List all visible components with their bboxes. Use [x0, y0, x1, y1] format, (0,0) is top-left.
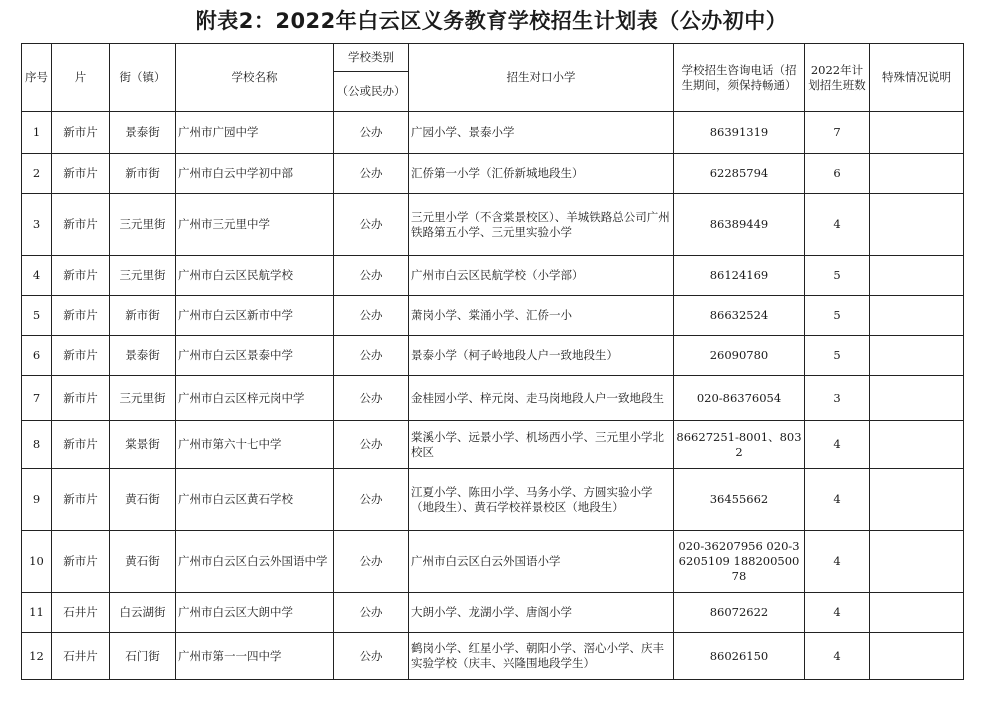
cell-phone: 86627251-8001、8032: [674, 421, 805, 469]
cell-area: 新市片: [52, 112, 110, 154]
table-body: [22, 112, 964, 680]
table-row: [22, 154, 964, 194]
cell-seq: 3: [22, 194, 52, 256]
cell-phone: 86124169: [674, 256, 805, 296]
cell-street: 白云湖街: [110, 593, 176, 633]
cell-notes: [870, 112, 964, 154]
table-row: [22, 421, 964, 469]
cell-phone: 86026150: [674, 633, 805, 680]
header-school-name: 学校名称: [176, 44, 334, 112]
cell-planned-classes: 5: [805, 296, 870, 336]
header-planned-classes: 2022年计划招生班数: [805, 44, 870, 112]
cell-primary-schools: 广州市白云区民航学校（小学部）: [409, 256, 674, 296]
cell-planned-classes: 4: [805, 633, 870, 680]
cell-primary-schools: 三元里小学（不含棠景校区）、羊城铁路总公司广州铁路第五小学、三元里实验小学: [409, 194, 674, 256]
header-school-type-sub: （公或民办）: [334, 72, 409, 112]
cell-school-name: 广州市第一一四中学: [176, 633, 334, 680]
cell-seq: 1: [22, 112, 52, 154]
cell-school-type: 公办: [334, 296, 409, 336]
table-row: [22, 376, 964, 421]
cell-street: 三元里街: [110, 376, 176, 421]
cell-notes: [870, 421, 964, 469]
cell-phone: 36455662: [674, 469, 805, 531]
cell-notes: [870, 531, 964, 593]
cell-notes: [870, 194, 964, 256]
cell-seq: 8: [22, 421, 52, 469]
cell-planned-classes: 4: [805, 593, 870, 633]
cell-phone: 86391319: [674, 112, 805, 154]
cell-street: 景泰街: [110, 112, 176, 154]
cell-school-type: 公办: [334, 194, 409, 256]
cell-area: 新市片: [52, 421, 110, 469]
cell-phone: 86632524: [674, 296, 805, 336]
cell-phone: 020-36207956 020-36205109 18820050078: [674, 531, 805, 593]
cell-area: 新市片: [52, 469, 110, 531]
cell-primary-schools: 萧岗小学、棠涌小学、汇侨一小: [409, 296, 674, 336]
cell-phone: 020-86376054: [674, 376, 805, 421]
cell-seq: 5: [22, 296, 52, 336]
cell-seq: 10: [22, 531, 52, 593]
table-header: [22, 44, 964, 112]
cell-street: 黄石街: [110, 531, 176, 593]
table-row: [22, 531, 964, 593]
cell-street: 棠景街: [110, 421, 176, 469]
cell-primary-schools: 广园小学、景泰小学: [409, 112, 674, 154]
cell-area: 新市片: [52, 296, 110, 336]
table-row: [22, 112, 964, 154]
page-title: 附表2：2022年白云区义务教育学校招生计划表（公办初中）: [195, 9, 788, 33]
cell-school-type: 公办: [334, 531, 409, 593]
header-street: 街（镇）: [110, 44, 176, 112]
cell-school-name: 广州市白云区大朗中学: [176, 593, 334, 633]
cell-phone: 86389449: [674, 194, 805, 256]
table-row: [22, 296, 964, 336]
cell-street: 石门街: [110, 633, 176, 680]
header-primary-schools: 招生对口小学: [409, 44, 674, 112]
cell-area: 新市片: [52, 376, 110, 421]
cell-area: 石井片: [52, 633, 110, 680]
cell-notes: [870, 376, 964, 421]
cell-phone: 26090780: [674, 336, 805, 376]
cell-primary-schools: 景泰小学（柯子岭地段人户一致地段生）: [409, 336, 674, 376]
cell-school-type: 公办: [334, 256, 409, 296]
cell-notes: [870, 633, 964, 680]
cell-school-type: 公办: [334, 154, 409, 194]
cell-street: 三元里街: [110, 194, 176, 256]
cell-planned-classes: 6: [805, 154, 870, 194]
cell-planned-classes: 7: [805, 112, 870, 154]
cell-notes: [870, 154, 964, 194]
cell-primary-schools: 金桂园小学、梓元岗、走马岗地段人户一致地段生: [409, 376, 674, 421]
cell-area: 新市片: [52, 256, 110, 296]
cell-planned-classes: 4: [805, 194, 870, 256]
table-row: [22, 194, 964, 256]
cell-planned-classes: 4: [805, 421, 870, 469]
cell-school-name: 广州市白云区白云外国语中学: [176, 531, 334, 593]
table-row: [22, 336, 964, 376]
cell-notes: [870, 296, 964, 336]
table-row: [22, 256, 964, 296]
header-phone: 学校招生咨询电话（招生期间，须保持畅通）: [674, 44, 805, 112]
header-school-type: 学校类别: [334, 44, 409, 72]
cell-street: 三元里街: [110, 256, 176, 296]
cell-seq: 9: [22, 469, 52, 531]
cell-planned-classes: 4: [805, 469, 870, 531]
cell-seq: 2: [22, 154, 52, 194]
cell-phone: 62285794: [674, 154, 805, 194]
cell-primary-schools: 汇侨第一小学（汇侨新城地段生）: [409, 154, 674, 194]
cell-primary-schools: 广州市白云区白云外国语小学: [409, 531, 674, 593]
cell-primary-schools: 鹤岗小学、红星小学、朝阳小学、滘心小学、庆丰实验学校（庆丰、兴隆围地段学生）: [409, 633, 674, 680]
cell-notes: [870, 593, 964, 633]
cell-school-name: 广州市白云区民航学校: [176, 256, 334, 296]
cell-street: 黄石街: [110, 469, 176, 531]
table-row: [22, 593, 964, 633]
cell-phone: 86072622: [674, 593, 805, 633]
cell-school-name: 广州市第六十七中学: [176, 421, 334, 469]
cell-school-name: 广州市白云区新市中学: [176, 296, 334, 336]
cell-area: 新市片: [52, 154, 110, 194]
cell-planned-classes: 3: [805, 376, 870, 421]
header-notes: 特殊情况说明: [870, 44, 964, 112]
cell-street: 景泰街: [110, 336, 176, 376]
cell-primary-schools: 江夏小学、陈田小学、马务小学、方圆实验小学（地段生）、黄石学校祥景校区（地段生）: [409, 469, 674, 531]
cell-school-type: 公办: [334, 336, 409, 376]
cell-notes: [870, 336, 964, 376]
cell-area: 新市片: [52, 531, 110, 593]
cell-primary-schools: 棠溪小学、远景小学、机场西小学、三元里小学北校区: [409, 421, 674, 469]
cell-area: 石井片: [52, 593, 110, 633]
cell-seq: 11: [22, 593, 52, 633]
cell-area: 新市片: [52, 336, 110, 376]
cell-seq: 7: [22, 376, 52, 421]
cell-notes: [870, 256, 964, 296]
cell-street: 新市街: [110, 154, 176, 194]
cell-school-type: 公办: [334, 593, 409, 633]
enrollment-plan-table: [21, 43, 964, 680]
cell-seq: 12: [22, 633, 52, 680]
cell-area: 新市片: [52, 194, 110, 256]
cell-school-name: 广州市白云中学初中部: [176, 154, 334, 194]
table-row: [22, 633, 964, 680]
cell-planned-classes: 5: [805, 256, 870, 296]
cell-school-name: 广州市白云区景泰中学: [176, 336, 334, 376]
cell-school-type: 公办: [334, 112, 409, 154]
cell-planned-classes: 4: [805, 531, 870, 593]
cell-school-type: 公办: [334, 633, 409, 680]
cell-notes: [870, 469, 964, 531]
table-row: [22, 469, 964, 531]
header-seq: 序号: [22, 44, 52, 112]
cell-primary-schools: 大朗小学、龙湖小学、唐阁小学: [409, 593, 674, 633]
cell-street: 新市街: [110, 296, 176, 336]
cell-school-type: 公办: [334, 421, 409, 469]
cell-seq: 6: [22, 336, 52, 376]
header-area: 片: [52, 44, 110, 112]
cell-school-name: 广州市白云区梓元岗中学: [176, 376, 334, 421]
cell-seq: 4: [22, 256, 52, 296]
cell-school-name: 广州市三元里中学: [176, 194, 334, 256]
cell-school-name: 广州市广园中学: [176, 112, 334, 154]
cell-school-type: 公办: [334, 469, 409, 531]
cell-school-type: 公办: [334, 376, 409, 421]
cell-school-name: 广州市白云区黄石学校: [176, 469, 334, 531]
cell-planned-classes: 5: [805, 336, 870, 376]
